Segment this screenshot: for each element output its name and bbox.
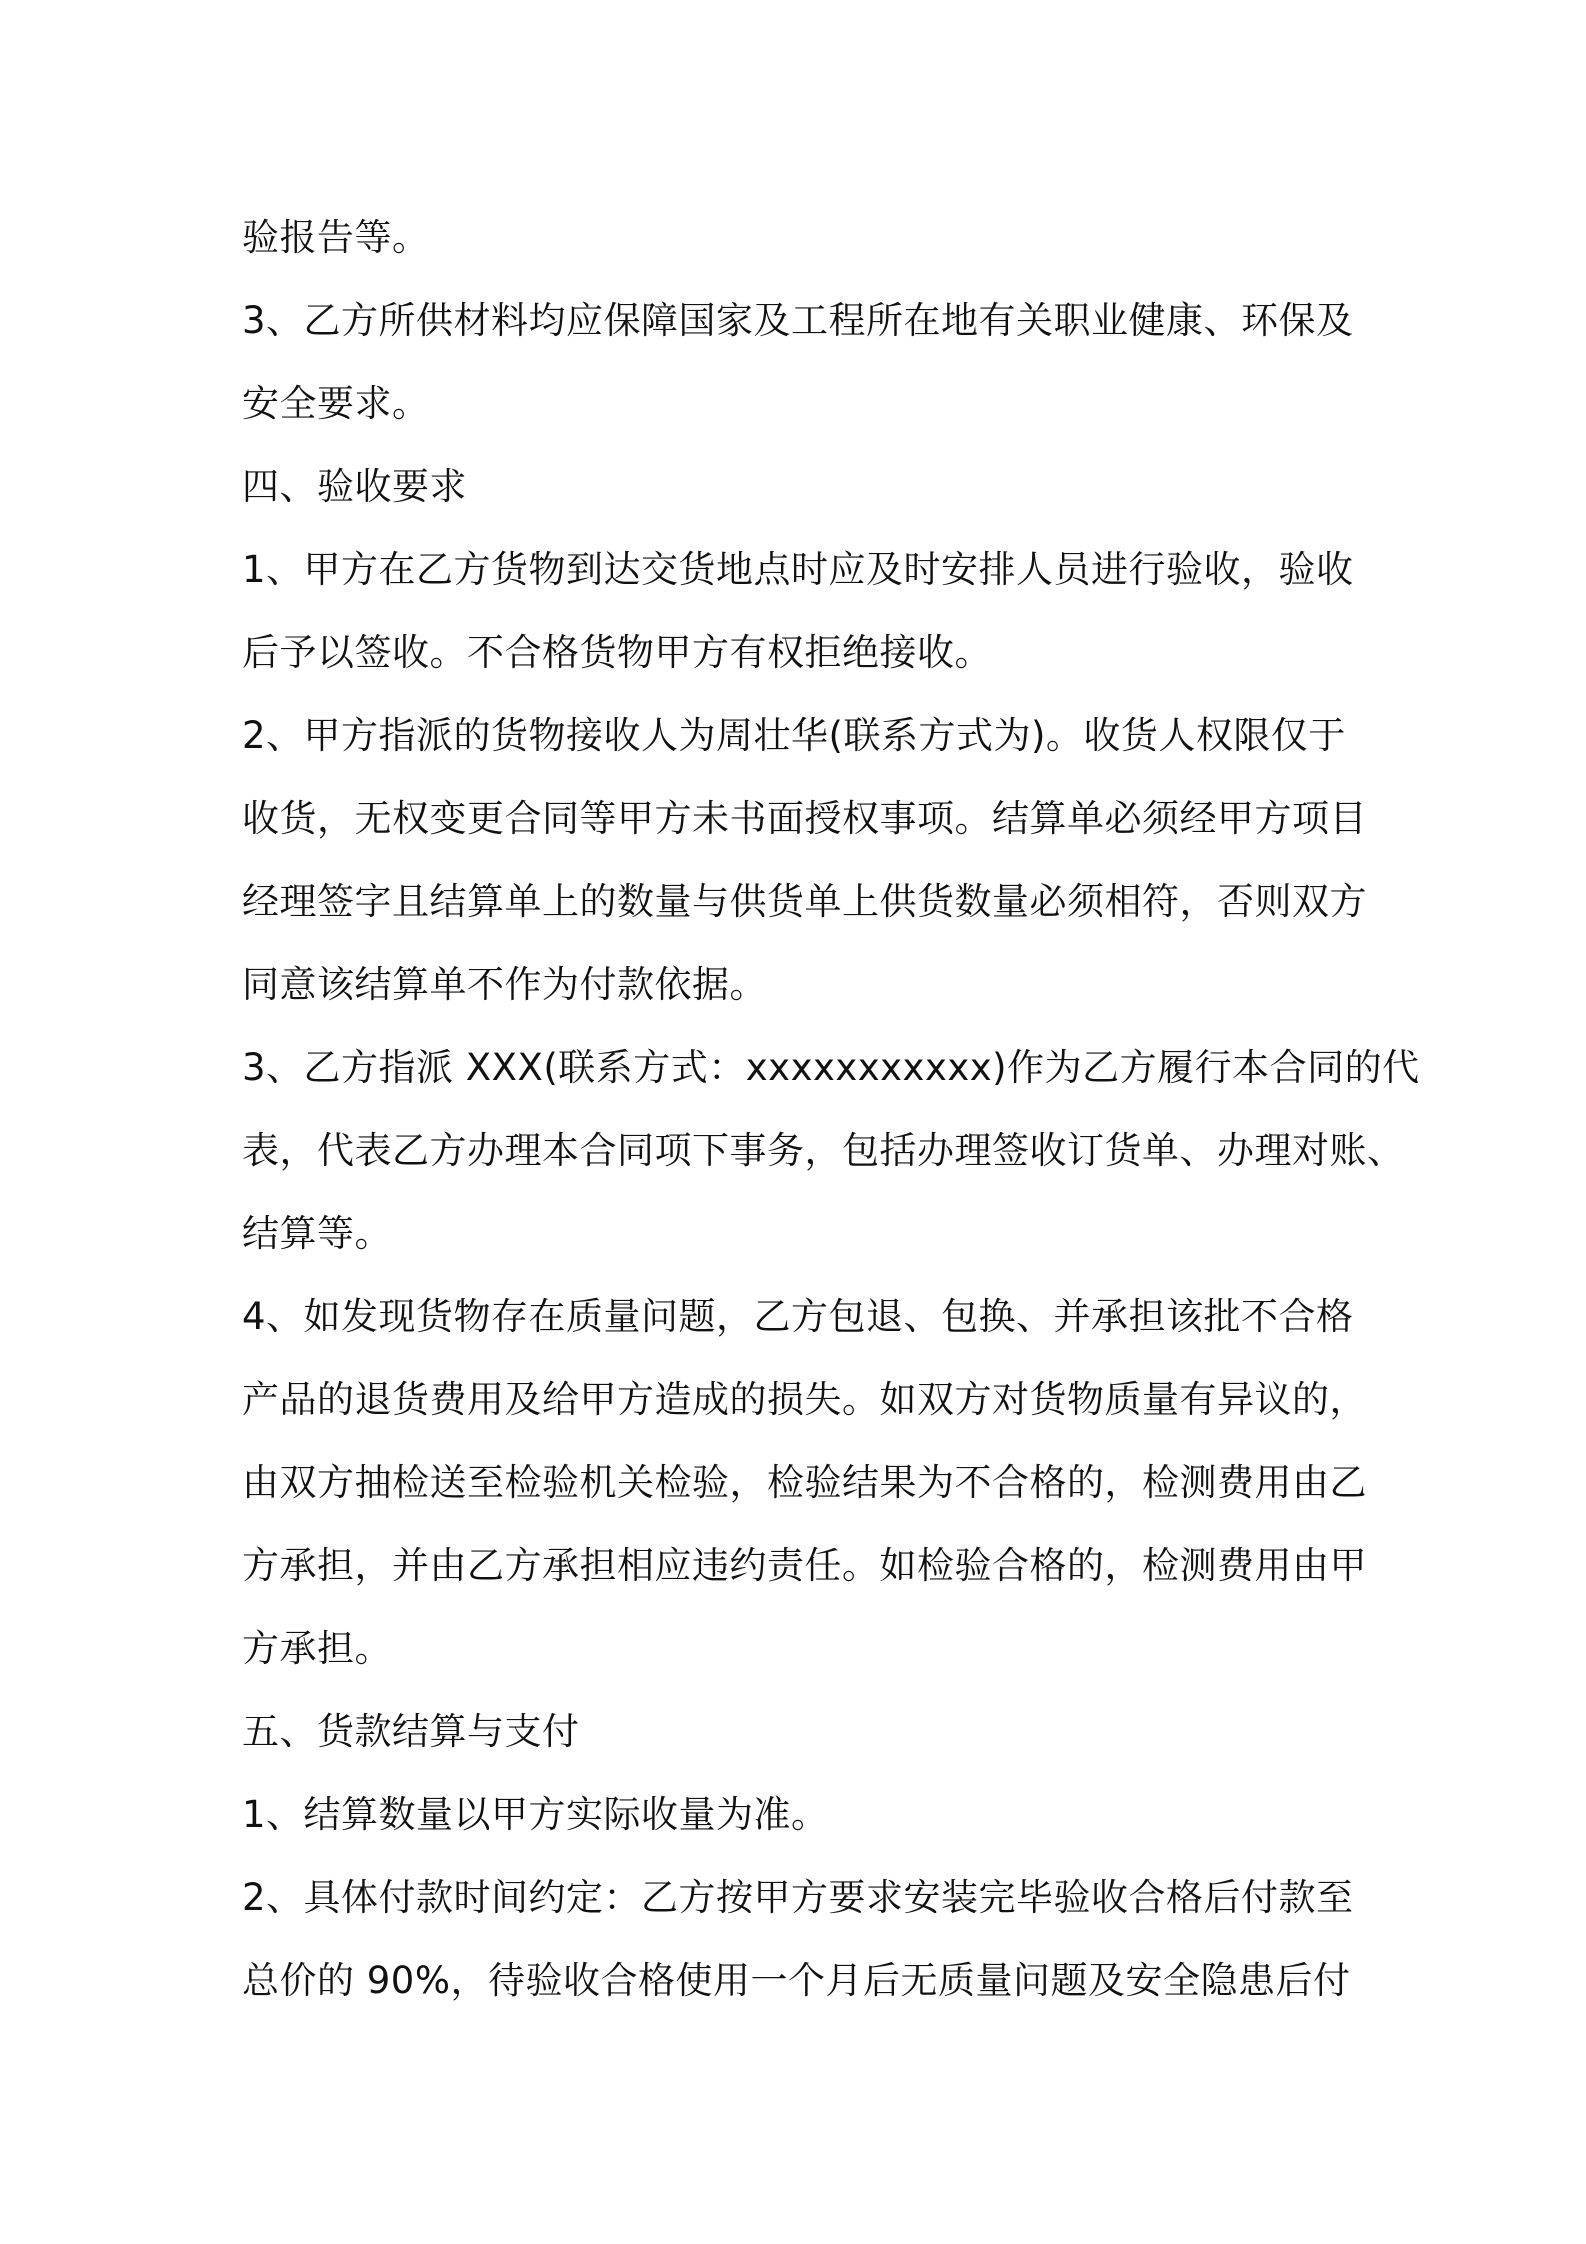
text-line-21: 2、具体付款时间约定：乙方按甲方要求安装完毕验收合格后付款至 xyxy=(242,1876,1354,1919)
text-line-2: 3、乙方所供材料均应保障国家及工程所在地有关职业健康、环保及 xyxy=(242,299,1354,342)
text-line-12: 表，代表乙方办理本合同项下事务，包括办理签收订货单、办理对账、 xyxy=(242,1129,1405,1172)
text-line-9: 经理签字且结算单上的数量与供货单上供货数量必须相符，否则双方 xyxy=(242,880,1367,923)
text-line-7: 2、甲方指派的货物接收人为周壮华(联系方式为)。收货人权限仅于 xyxy=(242,714,1346,757)
text-line-5: 1、甲方在乙方货物到达交货地点时应及时安排人员进行验收，验收 xyxy=(242,548,1354,591)
text-line-17: 方承担，并由乙方承担相应违约责任。如检验合格的，检测费用由甲 xyxy=(242,1544,1367,1587)
text-line-18: 方承担。 xyxy=(242,1627,392,1670)
text-line-15: 产品的退货费用及给甲方造成的损失。如双方对货物质量有异议的， xyxy=(242,1378,1367,1421)
text-line-11: 3、乙方指派 XXX(联系方式：xxxxxxxxxxx)作为乙方履行本合同的代 xyxy=(242,1046,1420,1089)
text-line-1: 验报告等。 xyxy=(242,216,430,259)
text-line-16: 由双方抽检送至检验机关检验，检验结果为不合格的，检测费用由乙 xyxy=(242,1461,1367,1504)
document-body xyxy=(242,196,1420,2022)
text-line-13: 结算等。 xyxy=(242,1212,392,1255)
text-line-3: 安全要求。 xyxy=(242,382,430,425)
section-heading-payment: 五、货款结算与支付 xyxy=(242,1710,580,1753)
section-heading-acceptance: 四、验收要求 xyxy=(242,465,467,508)
text-line-20: 1、结算数量以甲方实际收量为准。 xyxy=(242,1793,829,1836)
text-line-22: 总价的 90%，待验收合格使用一个月后无质量问题及安全隐患后付 xyxy=(242,1959,1351,2002)
text-line-6: 后予以签收。不合格货物甲方有权拒绝接收。 xyxy=(242,631,992,674)
text-line-8: 收货，无权变更合同等甲方未书面授权事项。结算单必须经甲方项目 xyxy=(242,797,1367,840)
text-line-10: 同意该结算单不作为付款依据。 xyxy=(242,963,767,1006)
text-line-14: 4、如发现货物存在质量问题，乙方包退、包换、并承担该批不合格 xyxy=(242,1295,1354,1338)
